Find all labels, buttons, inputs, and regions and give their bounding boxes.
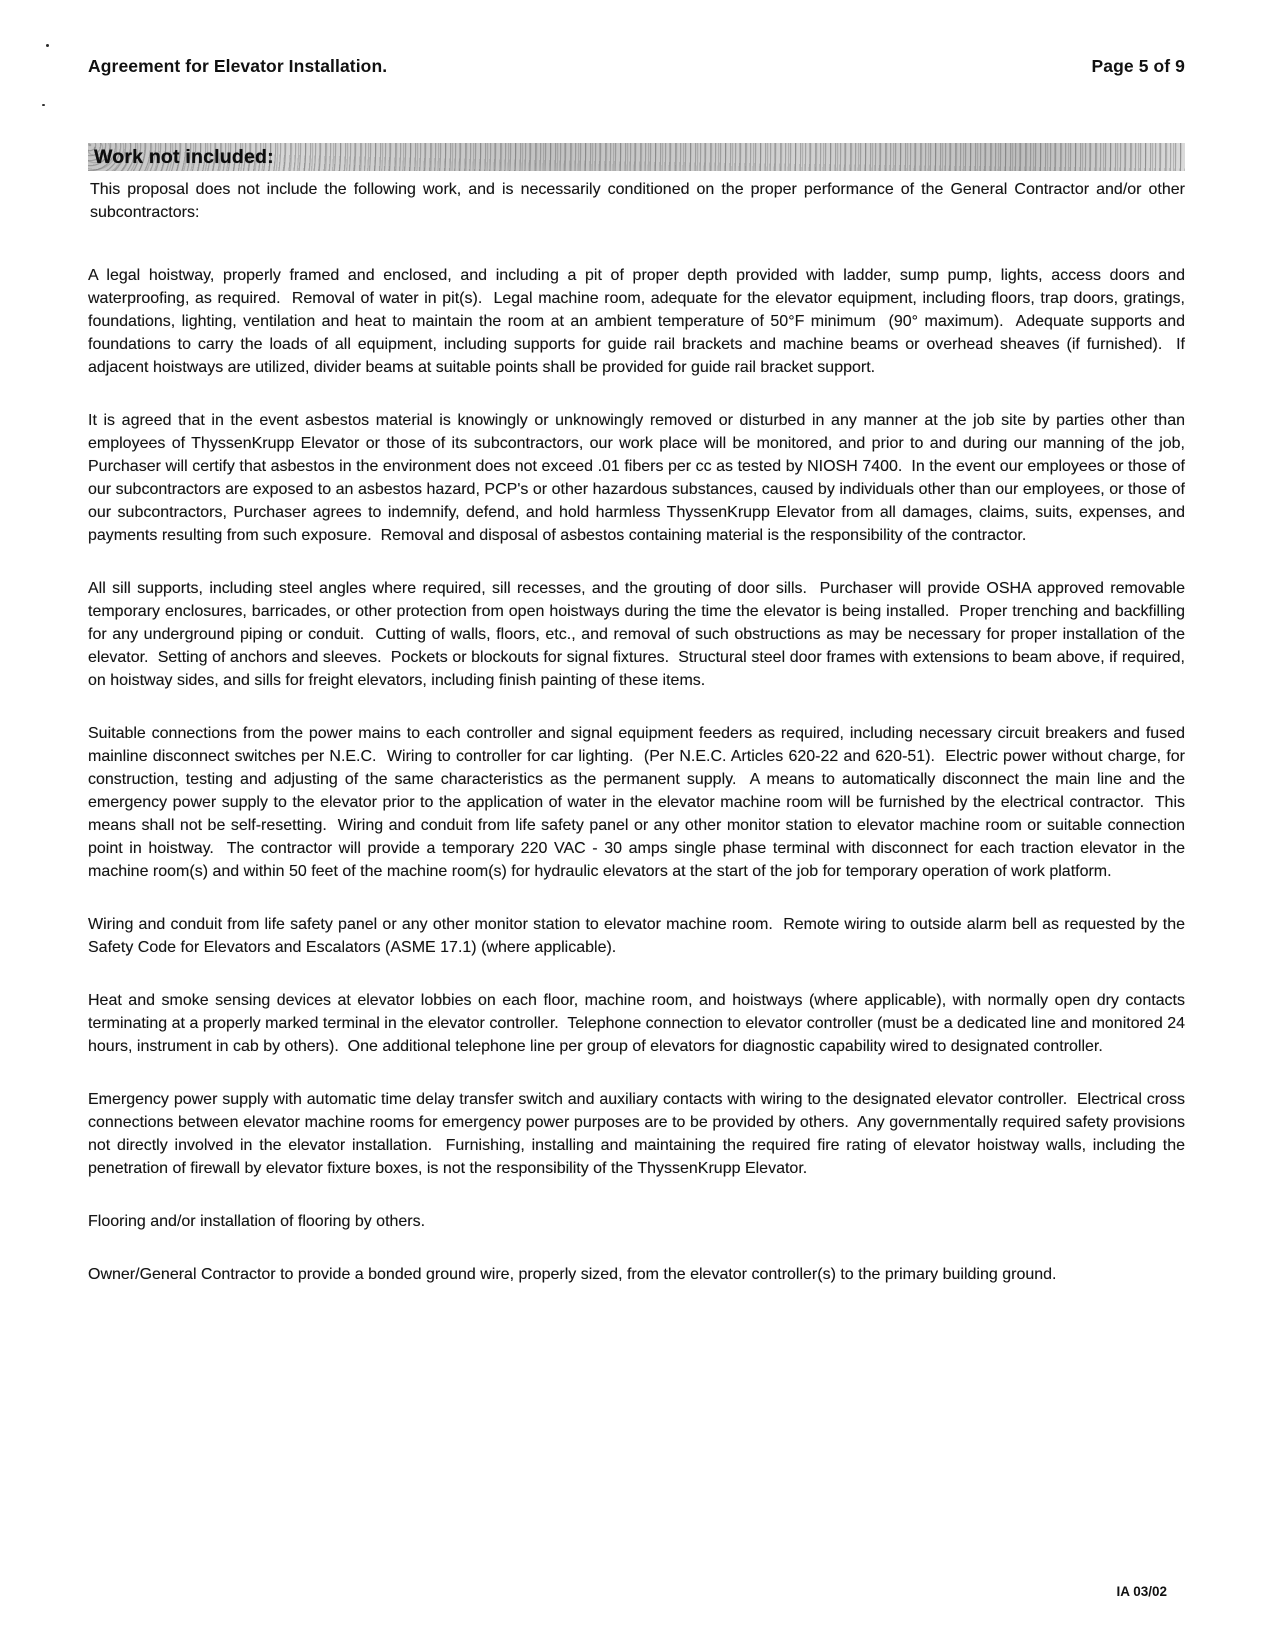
paragraph-sill-supports: All sill supports, including steel angles where required, sill recesses, and the grouting of door sills. Purchaser will provide OSHA approved removable temporary enclosures, barricades, or other protection from open hoistways during the time the elevator is being installed. Proper trenching and backfilling for any underground piping or conduit. Cutting of walls, floors, etc., and removal of such obstructions as may be necessary for proper installation of the elevator. Setting of anchors and sleeves. Pockets or blockouts for signal fixtures. Structural steel door frames with extensions to beam above, if required, on hoistway sides, and sills for freight elevators, including finish painting of these items. bbox=[88, 580, 1190, 689]
section-heading-bar bbox=[88, 143, 1185, 171]
scan-speck bbox=[42, 104, 45, 106]
paragraph-wiring-conduit: Wiring and conduit from life safety panel or any other monitor station to elevator machine room. Remote wiring to outside alarm bell as requested by the Safety Code for Elevators and Escalators (ASME 17.1) (where applicable). bbox=[88, 916, 1190, 956]
footer-form-code: IA 03/02 bbox=[1116, 1584, 1167, 1599]
page-number: Page 5 of 9 bbox=[1091, 56, 1185, 76]
paragraph-flooring: Flooring and/or installation of flooring by others. bbox=[88, 1213, 426, 1230]
paragraph-hoistway: A legal hoistway, properly framed and enclosed, and including a pit of proper depth provided with ladder, sump pump, lights, access doors and waterproofing, as required. Removal of water in pit(s). Legal machine room, adequate for the elevator equipment, including floors, trap doors, gratings, foundations, lighting, ventilation and heat to maintain the room at an ambient temperature of 50°F minimum (90° maximum). Adequate supports and foundations to carry the loads of all equipment, including supports for guide rail brackets and machine beams or overhead sheaves (if furnished). If adjacent hoistways are utilized, divider beams at suitable points shall be provided for guide rail bracket support. bbox=[88, 267, 1190, 376]
section-intro: This proposal does not include the following work, and is necessarily conditioned on the proper performance of the General Contractor and/or other subcontractors: bbox=[90, 181, 1190, 221]
paragraph-emergency-power: Emergency power supply with automatic time delay transfer switch and auxiliary contacts with wiring to the designated elevator controller. Electrical cross connections between elevator machine rooms for emergency power purposes are to be provided by others. Any governmentally required safety provisions not directly involved in the elevator installation. Furnishing, installing and maintaining the required fire rating of elevator hoistway walls, including the penetration of firewall by elevator fixture boxes, is not the responsibility of the ThyssenKrupp Elevator. bbox=[88, 1091, 1190, 1177]
paragraph-asbestos: It is agreed that in the event asbestos material is knowingly or unknowingly removed or disturbed in any manner at the job site by parties other than employees of ThyssenKrupp Elevator or those of its subcontractors, our work place will be monitored, and prior to and during our manning of the job, Purchaser will certify that asbestos in the environment does not exceed .01 fibers per cc as tested by NIOSH 7400. In the event our employees or those of our subcontractors are exposed to an asbestos hazard, PCP's or other hazardous substances, caused by individuals other than our employees, or those of our subcontractors, Purchaser agrees to indemnify, defend, and hold harmless ThyssenKrupp Elevator from all damages, claims, suits, expenses, and payments resulting from such exposure. Removal and disposal of asbestos containing material is the responsibility of the contractor. bbox=[88, 412, 1190, 544]
paragraph-heat-smoke: Heat and smoke sensing devices at elevator lobbies on each floor, machine room, and hoistways (where applicable), with normally open dry contacts terminating at a properly marked terminal in the elevator controller. Telephone connection to elevator controller (must be a dedicated line and monitored 24 hours, instrument in cab by others). One additional telephone line per group of elevators for diagnostic capability wired to designated controller. bbox=[88, 992, 1190, 1055]
paragraph-ground-wire: Owner/General Contractor to provide a bonded ground wire, properly sized, from the elevator controller(s) to the primary building ground. bbox=[88, 1266, 1057, 1283]
scan-speck bbox=[46, 44, 49, 47]
paragraph-power-connections: Suitable connections from the power mains to each controller and signal equipment feeders as required, including necessary circuit breakers and fused mainline disconnect switches per N.E.C. Wiring to controller for car lighting. (Per N.E.C. Articles 620-22 and 620-51). Electric power without charge, for construction, testing and adjusting of the same characteristics as the permanent supply. A means to automatically disconnect the main line and the emergency power supply to the elevator prior to the application of water in the elevator machine room will be furnished by the electrical contractor. This means shall not be self-resetting. Wiring and conduit from life safety panel or any other monitor station to elevator machine room or suitable connection point in hoistway. The contractor will provide a temporary 220 VAC - 30 amps single phase terminal with disconnect for each traction elevator in the machine room(s) and within 50 feet of the machine room(s) for hydraulic elevators at the start of the job for temporary operation of work platform. bbox=[88, 725, 1190, 880]
section-heading: Work not included: bbox=[94, 145, 274, 168]
document-title: Agreement for Elevator Installation. bbox=[88, 56, 388, 76]
document-header bbox=[88, 56, 1185, 77]
